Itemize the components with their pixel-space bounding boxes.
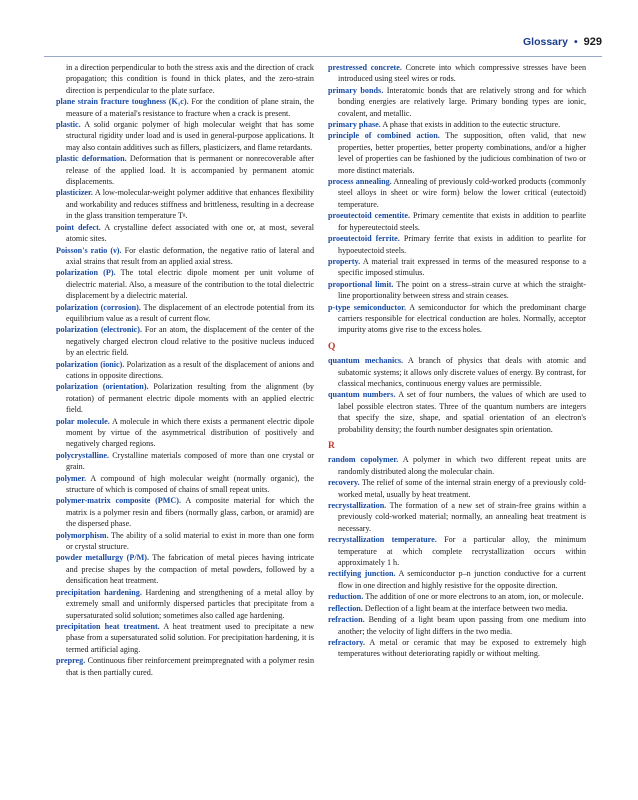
glossary-term: random copolymer. [328,455,399,465]
glossary-entry [56,359,314,382]
glossary-term: process annealing. [328,177,392,187]
page-header [523,36,602,48]
glossary-term: polarization (ionic). [56,359,125,369]
glossary-definition: Hardening and strengthening of a metal alloy by extremely small and uniformly dispersed particles that precipitate from a supersaturated solid solution; sometimes also called age hardening. [66,587,314,620]
glossary-entry [56,96,314,119]
glossary-definition: Deflection of a light beam at the interface between two media. [364,603,568,613]
glossary-definition: For an atom, the displacement of the center of the negatively charged electron cloud relative to the positive nucleus induced by an electric field. [66,325,314,358]
glossary-term: prepreg. [56,656,86,666]
glossary-entry [328,534,586,568]
glossary-entry [56,495,314,529]
glossary-definition: A semiconductor for which the predominant charge carriers responsible for electrical conduction are holes. Normally, acceptor impurity atoms give rise to the excess holes. [338,302,586,335]
glossary-entry [328,176,586,210]
glossary-term: polymer-matrix composite (PMC). [56,496,182,506]
glossary-entry [56,655,314,678]
section-title: Glossary [523,36,568,48]
glossary-entry [56,222,314,245]
glossary-entry [328,62,586,85]
glossary-definition: A compound of high molecular weight (normally organic), the structure of which is composed of chains of small repeat units. [66,473,314,495]
glossary-definition: The addition of one or more electrons to an atom, ion, or molecule. [365,592,584,602]
glossary-entry [328,389,586,435]
glossary-entry [56,119,314,153]
glossary-entry [56,267,314,301]
glossary-entry [56,381,314,415]
glossary-definition: A heat treatment used to precipitate a new phase from a supersaturated solid solution. For precipitation hardening, it is termed artificial aging. [66,621,314,654]
glossary-term: precipitation hardening. [56,587,142,597]
header-rule [44,56,602,57]
glossary-term: proeutectoid cementite. [328,211,411,221]
glossary-term: principle of combined action. [328,131,440,141]
section-letter: Q [328,341,336,352]
glossary-term: plasticizer. [56,188,93,198]
glossary-entry [328,477,586,500]
glossary-definition: Concrete into which compressive stresses have been introduced using steel wires or rods. [338,63,587,84]
glossary-entry [56,552,314,586]
glossary-entry [328,614,586,637]
right-column [328,62,586,660]
glossary-term: recrystallization. [328,501,387,511]
glossary-definition: A semiconductor p–n junction conductive for a current flow in one direction and highly resistive for the opposite direction. [338,569,586,590]
glossary-term: plastic. [56,120,81,130]
left-column [56,62,314,678]
glossary-entry [56,324,314,358]
glossary-term: rectifying junction. [328,569,396,579]
glossary-term: polar molecule. [56,416,110,426]
glossary-definition: Annealing of previously cold-worked products (commonly steel alloys in sheet or wire form) below the lower critical (eutectoid) temperature. [338,177,586,209]
glossary-definition: The point on a stress–strain curve at which the straight-line proportionality between stress and strain ceases. [338,279,586,301]
glossary-definition: A molecule in which there exists a permanent electric dipole moment by virtue of the asymmetrical distribution of positively and negatively charged regions. [66,416,314,449]
glossary-term: p-type semiconductor. [328,302,407,312]
glossary-entry [56,587,314,621]
glossary-entry [328,302,586,336]
glossary-entry [56,153,314,187]
page-number: 929 [583,36,602,48]
glossary-entry [328,591,586,602]
glossary-definition: The relief of some of the internal strain energy of a previously cold-worked metal, usually by heat treatment. [338,478,586,499]
glossary-entry [328,279,586,302]
glossary-term: reflection. [328,603,363,613]
glossary-term: plastic deformation. [56,154,127,164]
glossary-definition: A composite material for which the matrix is a polymer resin and fibers (normally glass, carbon, or aramid) are the dispersed phase. [66,496,314,529]
glossary-entry [56,62,314,96]
glossary-term: polymorphism. [56,530,109,540]
glossary-definition: Bending of a light beam upon passing from one medium into another; the velocity of light differs in the two media. [338,615,586,636]
glossary-term: polarization (electronic). [56,325,142,335]
header-separator: • [573,36,578,48]
glossary-definition: Deformation that is permanent or nonrecoverable after release of the applied load. It is accompanied by permanent atomic displacements. [66,154,314,187]
glossary-definition: The total electric dipole moment per unit volume of dielectric material. Also, a measure of the contribution to the total dielectric displacement by a dielectric material. [66,268,314,301]
glossary-term: prestressed concrete. [328,63,402,72]
glossary-term: proportional limit. [328,279,394,289]
glossary-definition: For the condition of plane strain, the measure of a material's resistance to fracture when a crack is present. [66,97,315,118]
glossary-term: polycrystalline. [56,450,110,460]
glossary-term: recrystallization temperature. [328,535,437,545]
glossary-term: refractory. [328,637,366,647]
glossary-entry [56,450,314,473]
glossary-entry [328,500,586,534]
glossary-term: refraction. [328,615,365,625]
glossary-entry [328,568,586,591]
glossary-definition: Primary ferrite that exists in addition to pearlite for hypoeutectoid steels. [338,234,586,255]
glossary-definition: A phase that exists in addition to the eutectic structure. [382,120,561,130]
glossary-term: polarization (P). [56,268,116,278]
glossary-term: proeutectoid ferrite. [328,234,400,244]
glossary-term: quantum mechanics. [328,356,404,366]
glossary-entry [56,302,314,325]
glossary-definition: Crystalline materials composed of more than one crystal or grain. [66,450,314,472]
glossary-term: quantum numbers. [328,390,396,400]
glossary-term: polymer. [56,473,87,483]
glossary-definition: A crystalline defect associated with one or, at most, several atomic sites. [66,222,314,244]
glossary-entry [328,130,586,176]
glossary-entry [328,355,586,389]
glossary-definition: For a particular alloy, the minimum temperature at which complete recrystallization occurs within approximately 1 h. [338,535,587,568]
glossary-entry [328,603,586,614]
glossary-definition: Polarization as a result of the displacement of anions and cations in opposite directions. [66,359,314,380]
glossary-term: powder metallurgy (P/M). [56,553,149,563]
glossary-definition: Interatomic bonds that are relatively strong and for which bonding energies are relatively large. Primary bonding types are ionic, covalent, and metallic. [338,85,587,118]
glossary-term: reduction. [328,592,364,602]
glossary-definition: A solid organic polymer of high molecular weight that has some structural rigidity under load and is used in general-purpose applications. It may also contain additives such as fillers, plasticizers, and flame retardants. [66,120,314,152]
glossary-term: Poisson's ratio (ν). [56,245,122,255]
glossary-entry [328,210,586,233]
glossary-definition: The ability of a solid material to exist in more than one form or crystal structure. [66,530,314,552]
glossary-entry [56,416,314,450]
glossary-entry [328,454,586,477]
glossary-definition: A branch of physics that deals with atomic and subatomic systems; it allows only discrete values of energy. By contrast, for classical mechanics, continuous energy values are permissible. [338,356,586,388]
glossary-definition: The displacement of an electrode potential from its equilibrium value as a result of current flow. [66,302,314,323]
glossary-term: primary phase. [328,120,381,130]
glossary-definition: A metal or ceramic that may be exposed to extremely high temperatures without deteriorating rapidly or without melting. [338,637,587,659]
glossary-entry [328,119,586,130]
glossary-term: polarization (orientation). [56,382,149,392]
glossary-term: primary bonds. [328,85,384,95]
glossary-definition: The fabrication of metal pieces having intricate and precise shapes by the compaction of metal powders, followed by a densification heat treatment. [66,553,314,586]
glossary-term: plane strain fracture toughness (K₁c). [56,97,189,107]
glossary-definition: Polarization resulting from the alignment (by rotation) of permanent electric dipole moments with an applied electric field. [66,382,314,415]
glossary-entry [56,621,314,655]
glossary-definition: The supposition, often valid, that new properties, better properties, better property combinations, and/or a higher level of properties can be fashioned by the judicious combination of two or more distinct materials. [338,131,586,175]
glossary-term: property. [328,256,361,266]
glossary-term: precipitation heat treatment. [56,621,160,631]
glossary-entry [56,473,314,496]
glossary-entry [328,233,586,256]
glossary-term: polarization (corrosion). [56,302,141,312]
glossary-entry [328,256,586,279]
glossary-definition: The formation of a new set of strain-free grains within a previously cold-worked material; normally, an annealing heat treatment is necessary. [338,501,586,533]
glossary-definition: A polymer in which two different repeat units are randomly distributed along the molecular chain. [338,455,586,476]
section-letter: R [328,441,335,451]
glossary-definition: For elastic deformation, the negative ratio of lateral and axial strains that result from an applied axial stress. [66,245,315,266]
glossary-definition: in a direction perpendicular to both the stress axis and the direction of crack propagation; this condition is found in thick plates, and the zero-strain direction is perpendicular to the plate surface. [66,63,314,95]
glossary-definition: Primary cementite that exists in addition to pearlite for hypereutectoid steels. [338,211,587,232]
glossary-definition: Continuous fiber reinforcement preimpregnated with a polymer resin that is then partially cured. [66,656,315,677]
glossary-entry [328,85,586,119]
glossary-entry [328,637,586,660]
glossary-term: point defect. [56,222,101,232]
glossary-definition: A material trait expressed in terms of the measured response to a specific imposed stimulus. [338,256,586,278]
glossary-entry [56,245,314,268]
glossary-entry [56,187,314,221]
glossary-entry [56,530,314,553]
glossary-definition: A low-molecular-weight polymer additive that enhances flexibility and workability and reduces stiffness and brittleness, resulting in a decrease in the glass transition temperature Tᵍ. [66,188,314,221]
glossary-definition: A set of four numbers, the values of which are used to label possible electron states. Three of the quantum numbers are integers that specify the size, shape, and spatial orientation of an electron's probability density; the fourth number designates spin orientation. [338,390,587,434]
glossary-term: recovery. [328,478,360,488]
